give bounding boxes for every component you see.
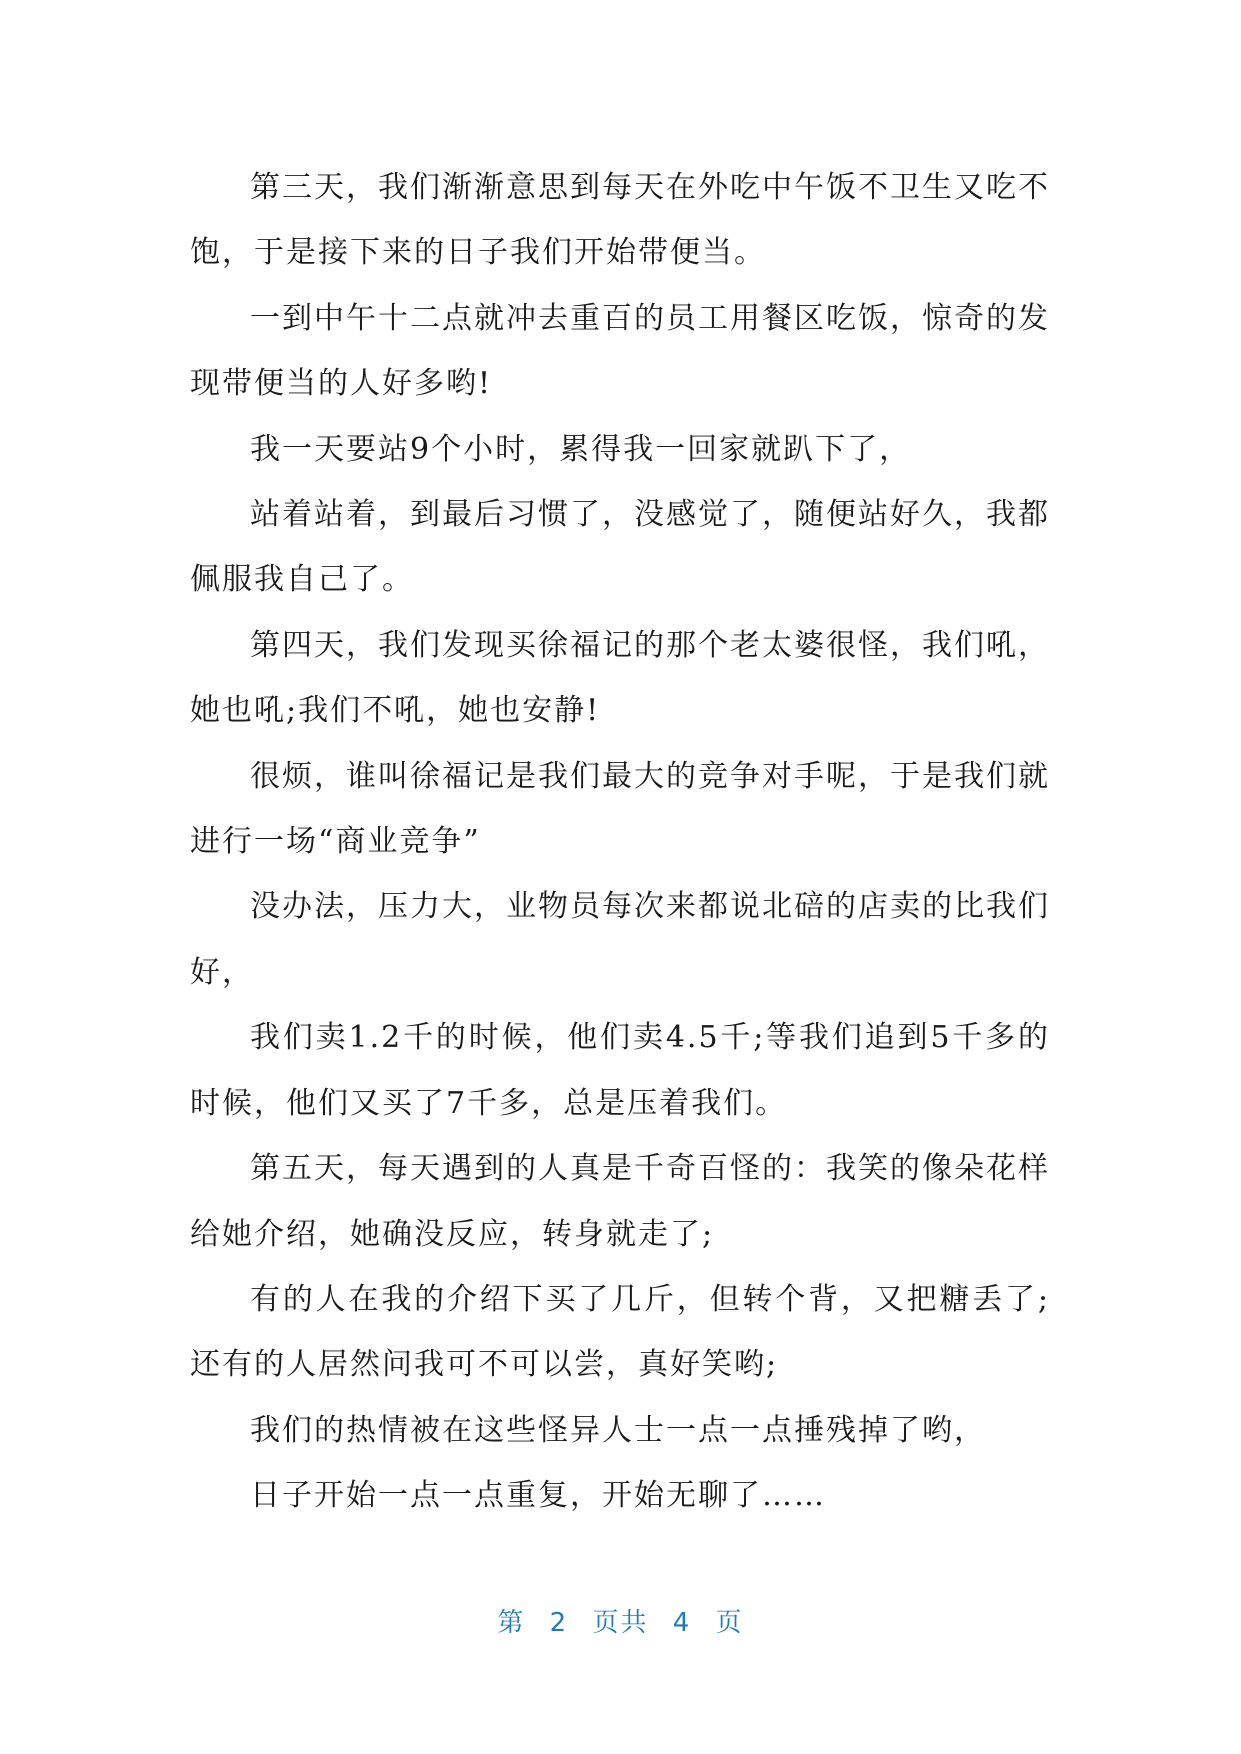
- paragraph: 我一天要站9个小时，累得我一回家就趴下了，: [250, 431, 912, 467]
- paragraph: 第三天，我们渐渐意思到每天在外吃中午饭不卫生又吃不饱，于是接下来的日子我们开始带便当。: [190, 170, 1050, 271]
- paragraph: 很烦，谁叫徐福记是我们最大的竞争对手呢，于是我们就进行一场“商业竞争”: [190, 758, 1050, 860]
- paragraph: 日子开始一点一点重复，开始无聊了……: [250, 1478, 826, 1514]
- paragraph: 第五天，每天遇到的人真是千奇百怪的：我笑的像朵花样给她介绍，她确没反应，转身就走了;: [190, 1151, 1050, 1252]
- footer-middle: 页共: [592, 1608, 649, 1638]
- current-page-number: 2: [549, 1608, 569, 1638]
- total-pages-number: 4: [672, 1608, 692, 1638]
- paragraph: 我们的热情被在这些怪异人士一点一点捶残掉了哟，: [250, 1412, 986, 1448]
- footer-suffix: 页: [715, 1608, 744, 1638]
- paragraph: 没办法，压力大，业物员每次来都说北碚的店卖的比我们好，: [190, 889, 1050, 990]
- paragraph: 第四天，我们发现买徐福记的那个老太婆很怪，我们吼，她也吼;我们不吼，她也安静!: [190, 627, 1050, 729]
- footer-prefix: 第: [497, 1608, 526, 1638]
- document-body: [190, 155, 1050, 1529]
- paragraph: 有的人在我的介绍下买了几斤，但转个背，又把糖丢了;还有的人居然问我可不可以尝，真好笑哟;: [190, 1281, 1050, 1383]
- paragraph: 一到中午十二点就冲去重百的员工用餐区吃饭，惊奇的发现带便当的人好多哟!: [190, 300, 1050, 402]
- paragraph: 我们卖1.2千的时候，他们卖4.5千;等我们追到5千多的时候，他们又买了7千多，总是压着我们。: [190, 1020, 1050, 1121]
- paragraph: 站着站着，到最后习惯了，没感觉了，随便站好久，我都佩服我自己了。: [190, 497, 1050, 598]
- page-number-footer: [0, 1602, 1241, 1639]
